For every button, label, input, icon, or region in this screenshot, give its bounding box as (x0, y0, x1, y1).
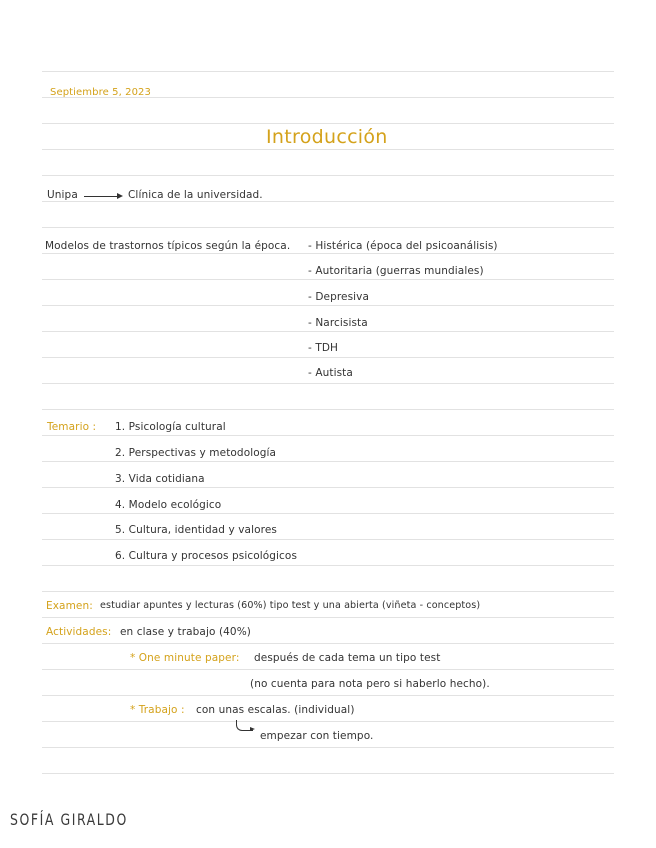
rule-line (42, 721, 614, 722)
modelos-label: Modelos de trastornos típicos según la época. (45, 240, 291, 252)
rule-line (42, 591, 614, 592)
modelos-item: - Depresiva (308, 291, 370, 303)
rule-line (42, 617, 614, 618)
examen-text: estudiar apuntes y lecturas (60%) tipo test y una abierta (viñeta - conceptos) (100, 600, 481, 611)
rule-line (42, 747, 614, 748)
one-minute-text: después de cada tema un tipo test (254, 652, 441, 664)
rule-line (42, 409, 614, 410)
temario-item: 4. Modelo ecológico (115, 499, 222, 511)
actividades-label: Actividades: (46, 626, 112, 638)
rule-line (42, 487, 614, 488)
trabajo-text: con unas escalas. (individual) (196, 704, 355, 716)
rule-line (42, 539, 614, 540)
rule-line (42, 279, 614, 280)
temario-label: Temario : (47, 421, 97, 433)
modelos-item: - Narcisista (308, 317, 368, 329)
temario-item: 2. Perspectivas y metodología (115, 447, 277, 459)
rule-line (42, 695, 614, 696)
arrow-right-icon (117, 193, 123, 199)
unipa-description: Clínica de la universidad. (128, 189, 263, 201)
rule-line (42, 331, 614, 332)
rule-line (42, 149, 614, 150)
rule-line (42, 461, 614, 462)
one-minute-label: * One minute paper: (130, 652, 240, 664)
rule-line (42, 435, 614, 436)
rule-line (42, 123, 614, 124)
one-minute-note: (no cuenta para nota pero si haberlo hecho). (250, 678, 490, 690)
arrow-right-icon (250, 727, 255, 731)
rule-line (42, 773, 614, 774)
modelos-item: - TDH (308, 342, 339, 354)
rule-line (42, 253, 614, 254)
temario-item: 3. Vida cotidiana (115, 473, 205, 485)
trabajo-label: * Trabajo : (130, 704, 185, 716)
rule-line (42, 357, 614, 358)
actividades-text: en clase y trabajo (40%) (120, 626, 251, 638)
trabajo-note: empezar con tiempo. (260, 730, 374, 742)
author-signature: SOFÍA GIRALDO (10, 810, 128, 829)
arrow-line (84, 196, 118, 197)
modelos-item: - Autoritaria (guerras mundiales) (308, 265, 484, 277)
modelos-item: - Autista (308, 367, 353, 379)
note-date: Septiembre 5, 2023 (50, 87, 151, 98)
unipa-label: Unipa (47, 189, 78, 201)
page-title: Introducción (266, 126, 388, 148)
modelos-item: - Histérica (época del psicoanálisis) (308, 240, 498, 252)
rule-line (42, 305, 614, 306)
rule-line (42, 227, 614, 228)
temario-item: 5. Cultura, identidad y valores (115, 524, 277, 536)
temario-item: 6. Cultura y procesos psicológicos (115, 550, 298, 562)
rule-line (42, 383, 614, 384)
temario-item: 1. Psicología cultural (115, 421, 226, 433)
rule-line (42, 175, 614, 176)
rule-line (42, 565, 614, 566)
rule-line (42, 643, 614, 644)
examen-label: Examen: (46, 600, 93, 612)
rule-line (42, 71, 614, 72)
rule-line (42, 513, 614, 514)
rule-line (42, 669, 614, 670)
rule-line (42, 201, 614, 202)
